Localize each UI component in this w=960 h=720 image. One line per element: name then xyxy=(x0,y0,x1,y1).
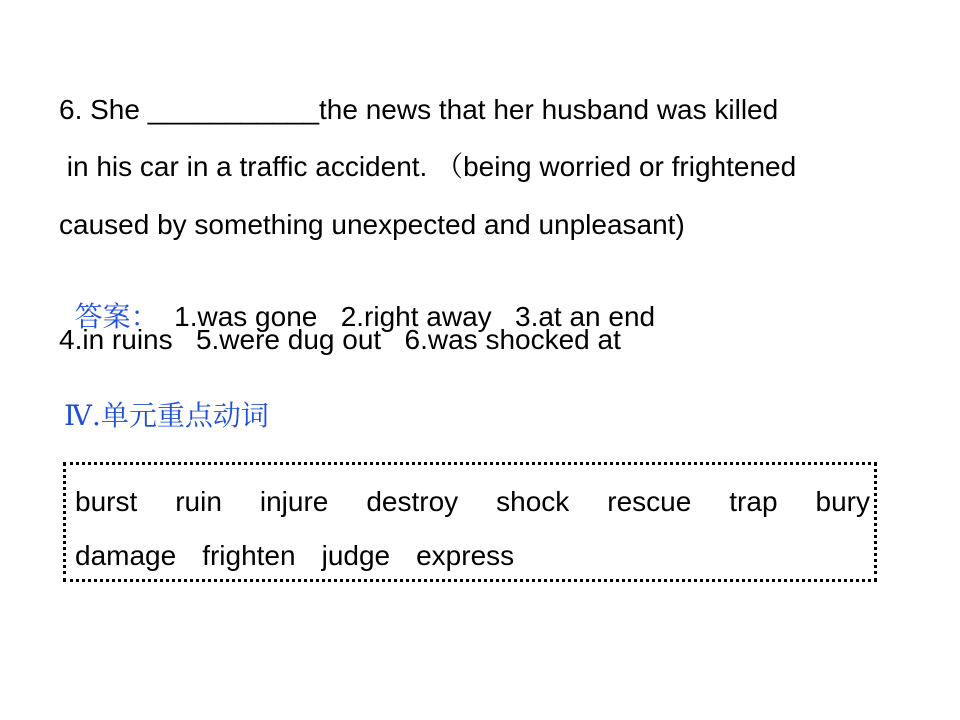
question-line-2: in his car in a traffic accident. （being worried or frightened xyxy=(59,151,797,182)
verb-word: judge xyxy=(321,540,391,571)
verb-word: destroy xyxy=(366,486,459,517)
verb-word: burst xyxy=(75,486,138,517)
question-line-3: caused by something unexpected and unpleasant) xyxy=(59,209,685,240)
verb-word: frighten xyxy=(202,540,296,571)
question-line-1: 6. She ___________the news that her husband was killed xyxy=(59,94,779,125)
verb-row-1 xyxy=(75,485,870,519)
verb-word: damage xyxy=(75,540,177,571)
verb-word: injure xyxy=(259,486,329,517)
verb-word: bury xyxy=(815,486,870,517)
verb-word: express xyxy=(416,540,515,571)
answer-label: 答案： xyxy=(74,300,159,333)
answer-items-1: 1.was gone 2.right away 3.at an end xyxy=(158,301,656,332)
verb-box xyxy=(63,462,877,582)
answer-line-2: 4.in ruins 5.were dug out 6.was shocked at xyxy=(59,324,621,355)
section-heading: Ⅳ.单元重点动词 xyxy=(64,399,269,432)
verb-word: rescue xyxy=(607,486,692,517)
verb-word: shock xyxy=(496,486,570,517)
verb-word: ruin xyxy=(175,486,222,517)
verb-word: trap xyxy=(729,486,778,517)
verb-row-2 xyxy=(75,539,870,573)
